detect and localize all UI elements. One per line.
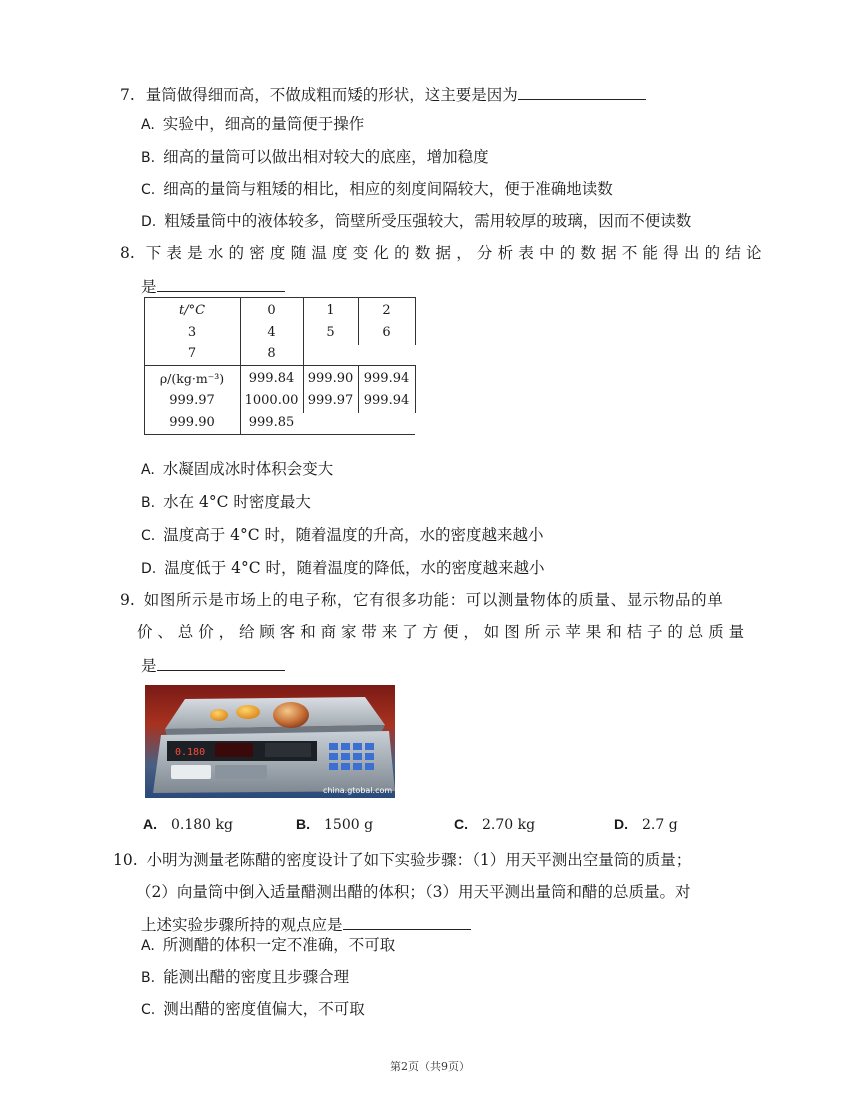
q8-option-c[interactable]: C. 温度高于 4°C 时，随着温度的升高，水的密度越来越小 xyxy=(141,526,544,544)
density-cell: 999.85 xyxy=(248,415,295,430)
temp-cell: 4 xyxy=(267,325,276,340)
density-cell: 999.84 xyxy=(248,371,295,386)
q10-answer-blank[interactable] xyxy=(343,912,471,930)
q7-option-b[interactable]: B. 细高的量筒可以做出相对较大的底座，增加稳度 xyxy=(141,148,489,166)
q10-stem-line3: 上述实验步骤所持的观点应是 xyxy=(141,912,471,935)
q9-answer-blank[interactable] xyxy=(157,653,285,671)
q9-option-d[interactable]: D. 2.7 g xyxy=(614,816,678,833)
density-header: ρ/(kg·m⁻³) xyxy=(159,371,225,386)
q10-stem xyxy=(113,850,691,870)
temp-cell: 0 xyxy=(267,303,276,318)
q10-option-c[interactable]: C. 测出醋的密度值偏大，不可取 xyxy=(141,1000,365,1018)
q7-option-a[interactable]: A. 实验中，细高的量筒便于操作 xyxy=(141,115,365,133)
electronic-scale-photo xyxy=(145,685,395,798)
q8-option-a[interactable]: A. 水凝固成冰时体积会变大 xyxy=(141,460,334,478)
temp-header: t/°C xyxy=(178,303,206,318)
density-cell: 999.97 xyxy=(307,393,354,408)
q8-option-b[interactable]: B. 水在 4°C 时密度最大 xyxy=(141,493,311,511)
q9-option-c[interactable]: C. 2.70 kg xyxy=(454,816,536,833)
q10-stem-line2: （2）向量筒中倒入适量醋测出醋的体积；（3）用天平测出量筒和醋的总质量。对 xyxy=(136,883,691,901)
q7-answer-blank[interactable] xyxy=(518,82,646,100)
q7-number: 7. xyxy=(120,86,135,104)
q10-number: 10. xyxy=(113,851,138,869)
temp-cell: 7 xyxy=(187,346,197,361)
q9-option-b[interactable]: B. 1500 g xyxy=(296,816,374,833)
density-cell: 999.97 xyxy=(169,393,215,408)
density-cell: 999.90 xyxy=(169,415,215,430)
photo-caption: china.gtobal.com xyxy=(323,786,393,795)
q7-stem xyxy=(120,82,646,105)
temp-cell: 1 xyxy=(326,303,335,318)
scale-weight-readout: 0.180 xyxy=(175,747,206,758)
q9-text: 如图所示是市场上的电子称，它有很多功能：可以测量物体的质量、显示物品的单 xyxy=(143,591,724,609)
temp-cell: 3 xyxy=(187,325,197,340)
q10-option-b[interactable]: B. 能测出醋的密度且步骤合理 xyxy=(141,968,350,986)
q8-text: 下表是水的密度随温度变化的数据，分析表中的数据不能得出的结论 xyxy=(145,244,767,262)
density-cell: 999.94 xyxy=(363,371,410,386)
q9-stem-line2: 价、总价，给顾客和商家带来了方便，如图所示苹果和桔子的总质量 xyxy=(137,623,750,641)
q10-text: 小明为测量老陈醋的密度设计了如下实验步骤：（1）用天平测出空量筒的质量； xyxy=(146,851,692,869)
temp-cell: 5 xyxy=(326,325,335,340)
temp-cell: 8 xyxy=(267,346,276,361)
page-footer: 第2页（共9页） xyxy=(390,1060,470,1073)
q9-stem-line3: 是 xyxy=(141,653,285,676)
q8-stem-cont: 是 xyxy=(141,274,285,297)
q7-text: 量筒做得细而高，不做成粗而矮的形状，这主要是因为 xyxy=(145,86,518,104)
q7-option-c[interactable]: C. 细高的量筒与粗矮的相比，相应的刻度间隔较大，便于准确地读数 xyxy=(141,180,613,198)
q8-option-d[interactable]: D. 温度低于 4°C 时，随着温度的降低，水的密度越来越小 xyxy=(141,559,545,577)
density-cell: 999.90 xyxy=(307,371,354,386)
q10-option-a[interactable]: A. 所测醋的体积一定不准确，不可取 xyxy=(141,936,396,954)
q8-stem xyxy=(120,243,767,263)
density-cell: 1000.00 xyxy=(244,393,299,408)
temp-cell: 6 xyxy=(382,325,391,340)
q8-answer-blank[interactable] xyxy=(157,274,285,292)
q9-number: 9. xyxy=(120,591,135,609)
q7-option-d[interactable]: D. 粗矮量筒中的液体较多，筒壁所受压强较大，需用较厚的玻璃，因而不便读数 xyxy=(141,212,692,230)
temp-cell: 2 xyxy=(382,303,391,318)
density-cell: 999.94 xyxy=(363,393,410,408)
q8-number: 8. xyxy=(120,244,135,262)
q9-stem xyxy=(120,590,723,610)
electronic-scale-image xyxy=(145,685,395,798)
q9-option-a[interactable]: A. 0.180 kg xyxy=(143,816,233,833)
